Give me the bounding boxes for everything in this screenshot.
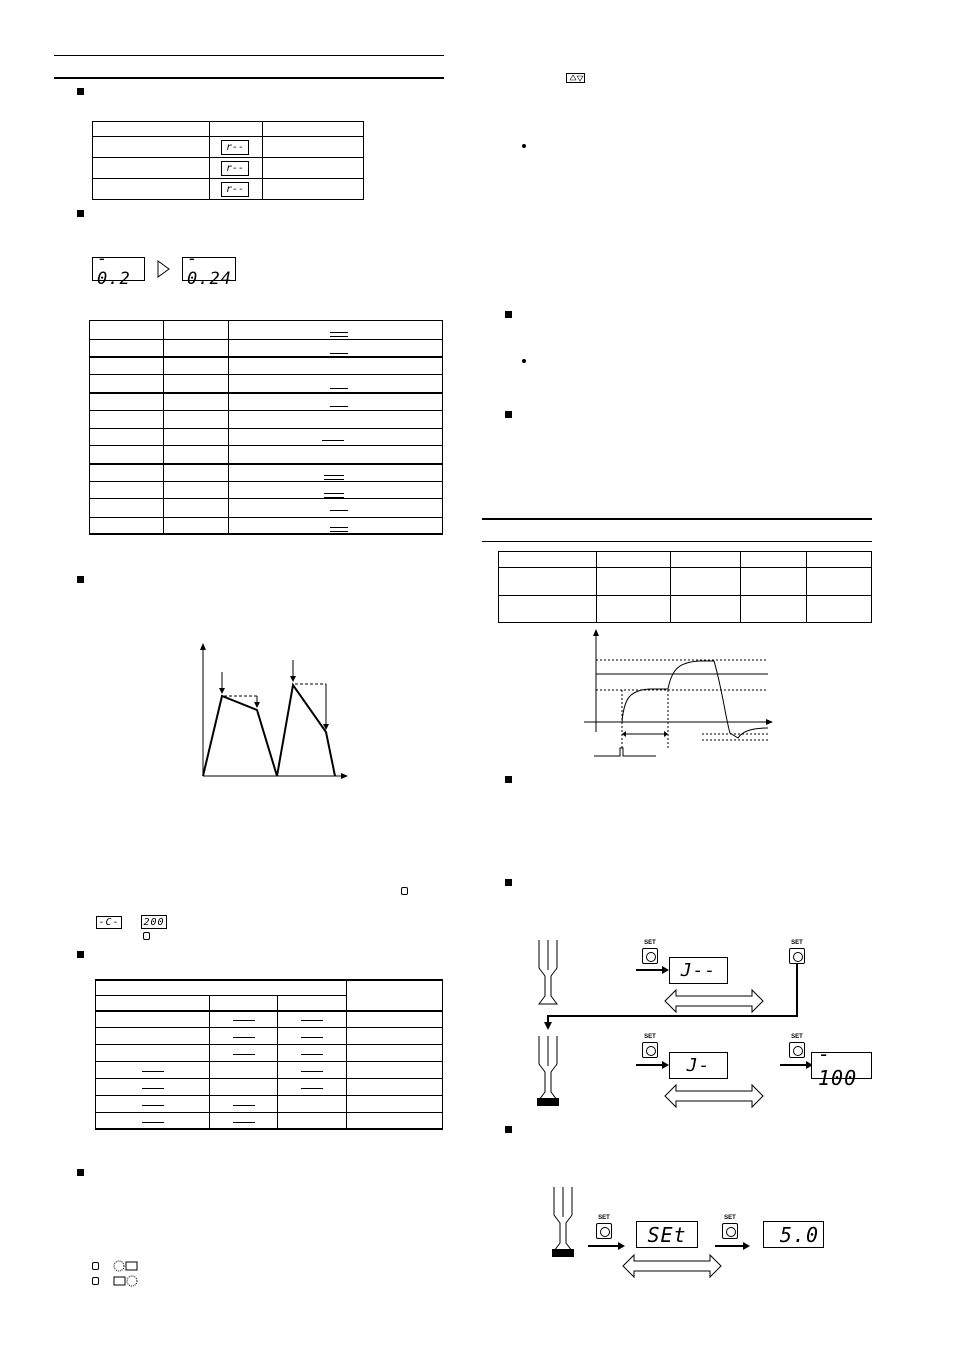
- mode-key-icon: [92, 1262, 99, 1270]
- display-j-2: J-: [669, 1052, 728, 1079]
- response-graph: [580, 628, 780, 758]
- arrow-right-icon: [715, 1240, 751, 1252]
- set-key-button[interactable]: [642, 1042, 658, 1058]
- section-rule-thin: [482, 541, 872, 542]
- bullet: [522, 144, 526, 148]
- set-key-button[interactable]: [722, 1223, 738, 1239]
- arrow-right-icon: [157, 260, 171, 278]
- display-set-value: 5.0: [763, 1221, 824, 1248]
- connector-line: [540, 964, 802, 1032]
- display-code-2: r--: [221, 161, 249, 176]
- display-before: - 0.2: [92, 257, 145, 281]
- settings-table: [95, 979, 443, 1130]
- mode-key-icon: [143, 932, 150, 940]
- set-key-label: SET: [791, 1034, 803, 1040]
- set-key-button[interactable]: [642, 948, 658, 964]
- probe-icon: [550, 1187, 576, 1259]
- set-key-label: SET: [598, 1215, 610, 1221]
- display-code-3: r--: [221, 182, 249, 197]
- section-marker: [505, 879, 512, 886]
- double-arrow-icon: [664, 1083, 764, 1109]
- section-marker: [505, 411, 512, 418]
- display-value: 200: [141, 915, 167, 929]
- set-key-button[interactable]: [789, 948, 805, 964]
- up-down-key-icon: [566, 73, 586, 84]
- display-j-1: J--: [669, 957, 728, 984]
- display-code-1: r--: [221, 140, 249, 155]
- set-key-label: SET: [791, 940, 803, 946]
- set-key-button[interactable]: [596, 1223, 612, 1239]
- section-marker: [505, 311, 512, 318]
- section-marker: [77, 88, 84, 95]
- arrow-right-icon: [588, 1240, 626, 1252]
- set-key-label: SET: [644, 940, 656, 946]
- section-marker: [77, 576, 84, 583]
- parameter-table: [89, 320, 443, 535]
- display-after: - 0.24: [182, 257, 236, 281]
- section-rule-thick: [482, 518, 872, 520]
- section-marker: [77, 210, 84, 217]
- mode-key-icon: [92, 1277, 99, 1285]
- header-rule-thick: [54, 77, 444, 79]
- display-set: SEt: [636, 1221, 698, 1248]
- response-table: [498, 551, 872, 623]
- section-marker: [77, 951, 84, 958]
- display-code-table: [92, 121, 364, 200]
- bullet: [522, 359, 526, 363]
- section-marker: [505, 776, 512, 783]
- mode-key-icon: [401, 887, 408, 895]
- up-down-key-icon: [113, 1260, 139, 1272]
- set-key-label: SET: [724, 1215, 736, 1221]
- section-marker: [77, 1169, 84, 1176]
- arrow-right-icon: [780, 1059, 814, 1071]
- set-key-button[interactable]: [789, 1042, 805, 1058]
- display-offset-value: - 100: [811, 1052, 872, 1079]
- display-channel: -C-: [96, 916, 122, 929]
- probe-icon: [535, 1036, 561, 1108]
- peak-hold-graph: [195, 640, 355, 785]
- section-marker: [505, 1126, 512, 1133]
- double-arrow-icon: [622, 1253, 722, 1279]
- set-key-label: SET: [644, 1034, 656, 1040]
- header-rule-thin: [54, 55, 444, 56]
- up-down-key-icon: [113, 1275, 139, 1287]
- arrow-right-icon: [636, 1059, 670, 1071]
